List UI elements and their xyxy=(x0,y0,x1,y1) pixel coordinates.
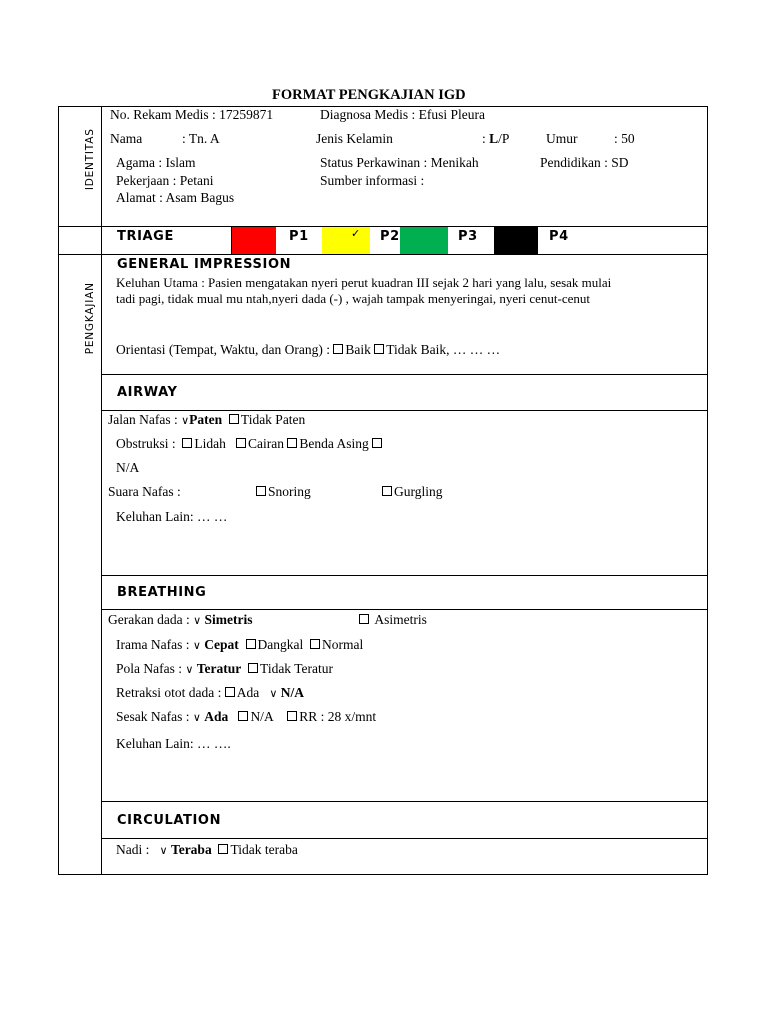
retraksi-na-check-icon: ∨ xyxy=(269,687,278,700)
row-divider-breathing xyxy=(101,801,708,802)
triage-p4-swatch xyxy=(494,227,538,254)
snoring-option xyxy=(256,485,311,499)
lidah-checkbox[interactable] xyxy=(182,438,192,448)
table-right-border xyxy=(707,106,708,875)
side-label-pengkajian: PENGKAJIAN xyxy=(83,282,96,355)
pekerjaan: Pekerjaan : Petani xyxy=(116,173,214,188)
ada-checkbox[interactable] xyxy=(225,687,235,697)
row-divider-identitas xyxy=(58,226,708,227)
na-checkbox[interactable] xyxy=(372,438,382,448)
sesak-na-checkbox[interactable] xyxy=(238,711,248,721)
alamat: Alamat : Asam Bagus xyxy=(116,190,235,205)
row-divider-circulation-head xyxy=(101,838,708,839)
suara-nafas-label: Suara Nafas : xyxy=(108,484,181,499)
jenis-kelamin-label: Jenis Kelamin xyxy=(316,131,393,146)
page-title: FORMAT PENGKAJIAN IGD xyxy=(272,87,466,103)
sesak-ada-check-icon: ∨ xyxy=(192,711,201,724)
snoring-label: Snoring xyxy=(268,484,311,499)
tidak-paten-checkbox[interactable] xyxy=(229,414,239,424)
row-divider-airway xyxy=(101,575,708,576)
teratur-label: Teratur xyxy=(196,661,242,676)
row-divider-airway-head xyxy=(101,410,708,411)
benda-asing-checkbox[interactable] xyxy=(287,438,297,448)
orientasi-row xyxy=(116,343,500,357)
retraksi-row xyxy=(116,686,304,700)
orientasi-baik-label: Baik xyxy=(345,342,371,357)
pola-nafas-row xyxy=(116,662,333,676)
teraba-label: Teraba xyxy=(170,842,212,857)
tidak-teratur-label: Tidak Teratur xyxy=(260,661,333,676)
triage-label: TRIAGE xyxy=(117,229,174,244)
sesak-nafas-label: Sesak Nafas : xyxy=(116,709,190,724)
keluhan-utama-line1: Keluhan Utama : Pasien mengatakan nyeri perut kuadran III sejak 2 hari yang lalu, sesak mulai xyxy=(116,275,612,290)
snoring-checkbox[interactable] xyxy=(256,486,266,496)
orientasi-label: Orientasi (Tempat, Waktu, dan Orang) : xyxy=(116,342,331,357)
tidak-teraba-checkbox[interactable] xyxy=(218,844,228,854)
asimetris-option xyxy=(359,613,427,627)
rr-value: RR : 28 x/mnt xyxy=(299,709,377,724)
cairan-checkbox[interactable] xyxy=(236,438,246,448)
triage-p1-label: P1 xyxy=(289,229,309,244)
label-column-divider xyxy=(101,106,102,875)
side-label-identitas: IDENTITAS xyxy=(83,128,96,191)
asimetris-checkbox[interactable] xyxy=(359,614,369,624)
teraba-check-icon: ∨ xyxy=(159,844,168,857)
triage-p4-label: P4 xyxy=(549,229,569,244)
gurgling-label: Gurgling xyxy=(394,484,443,499)
simetris-check-icon: ∨ xyxy=(193,614,202,627)
agama: Agama : Islam xyxy=(116,155,196,170)
airway-keluhan-lain: Keluhan Lain: … … xyxy=(116,509,228,524)
ada-label: Ada xyxy=(236,685,260,700)
nama-label: Nama xyxy=(110,131,143,146)
triage-p3-label: P3 xyxy=(458,229,478,244)
status-perkawinan: Status Perkawinan : Menikah xyxy=(320,155,479,170)
triage-p2-swatch xyxy=(322,227,370,254)
pendidikan: Pendidikan : SD xyxy=(540,155,629,170)
diagnosa-medis: Diagnosa Medis : Efusi Pleura xyxy=(320,107,485,122)
nadi-label: Nadi : xyxy=(116,842,150,857)
asimetris-label: Asimetris xyxy=(374,612,427,627)
general-impression-heading: GENERAL IMPRESSION xyxy=(117,257,292,272)
pola-nafas-label: Pola Nafas : xyxy=(116,661,182,676)
umur-label: Umur xyxy=(546,131,578,146)
retraksi-label: Retraksi otot dada : xyxy=(116,685,222,700)
table-bottom-border xyxy=(58,874,708,875)
sesak-ada-label: Ada xyxy=(204,709,229,724)
normal-checkbox[interactable] xyxy=(310,639,320,649)
row-divider-triage xyxy=(58,254,708,255)
rr-checkbox[interactable] xyxy=(287,711,297,721)
breathing-keluhan-lain: Keluhan Lain: … …. xyxy=(116,736,231,751)
obstruksi-label: Obstruksi : xyxy=(116,436,176,451)
triage-p1-swatch xyxy=(232,227,276,254)
triage-check-icon: ✓ xyxy=(351,227,361,240)
paten-label: Paten xyxy=(189,412,223,427)
teratur-check-icon: ∨ xyxy=(185,663,194,676)
row-divider-general xyxy=(101,374,708,375)
lidah-label: Lidah xyxy=(194,436,226,451)
sesak-nafas-row xyxy=(116,710,376,724)
airway-heading: AIRWAY xyxy=(117,385,178,400)
tidak-paten-label: Tidak Paten xyxy=(240,412,306,427)
keluhan-utama-line2: tadi pagi, tidak mual mu ntah,nyeri dada (-) , wajah tampak menyeringai, nyeri cenut-cenut xyxy=(116,291,590,306)
no-rekam-medis: No. Rekam Medis : 17259871 xyxy=(110,107,274,122)
umur-value: : 50 xyxy=(614,131,635,146)
orientasi-tidak-baik-checkbox[interactable] xyxy=(374,344,384,354)
orientasi-baik-checkbox[interactable] xyxy=(333,344,343,354)
dangkal-label: Dangkal xyxy=(257,637,304,652)
irama-nafas-label: Irama Nafas : xyxy=(116,637,190,652)
row-divider-breathing-head xyxy=(101,609,708,610)
cepat-check-icon: ∨ xyxy=(192,639,201,652)
jalan-nafas-label: Jalan Nafas : xyxy=(108,412,178,427)
obstruksi-row xyxy=(116,437,384,451)
jenis-kelamin-value: : L/P xyxy=(482,131,510,146)
gerakan-dada-row xyxy=(108,613,253,627)
orientasi-tidak-baik-label: Tidak Baik, … … … xyxy=(386,342,501,357)
irama-nafas-row xyxy=(116,638,363,652)
jalan-nafas-row xyxy=(108,413,305,427)
normal-label: Normal xyxy=(322,637,364,652)
paten-check-icon: ∨ xyxy=(181,414,190,427)
triage-p2-label: P2 xyxy=(380,229,400,244)
retraksi-na-label: N/A xyxy=(280,685,305,700)
tidak-teraba-label: Tidak teraba xyxy=(230,842,298,857)
obstruksi-na: N/A xyxy=(116,460,140,475)
simetris-label: Simetris xyxy=(204,612,253,627)
cairan-label: Cairan xyxy=(248,436,285,451)
breathing-heading: BREATHING xyxy=(117,585,207,600)
dangkal-checkbox[interactable] xyxy=(246,639,256,649)
gurgling-option xyxy=(382,485,443,499)
sumber-informasi: Sumber informasi : xyxy=(320,173,425,188)
circulation-heading: CIRCULATION xyxy=(117,813,222,828)
table-left-border xyxy=(58,106,59,875)
sesak-na-label: N/A xyxy=(250,709,274,724)
tidak-teratur-checkbox[interactable] xyxy=(248,663,258,673)
triage-p3-swatch xyxy=(400,227,448,254)
gurgling-checkbox[interactable] xyxy=(382,486,392,496)
cepat-label: Cepat xyxy=(204,637,239,652)
nadi-row xyxy=(116,843,298,857)
gerakan-dada-label: Gerakan dada : xyxy=(108,612,190,627)
benda-asing-label: Benda Asing xyxy=(299,436,369,451)
nama-value: : Tn. A xyxy=(182,131,220,146)
